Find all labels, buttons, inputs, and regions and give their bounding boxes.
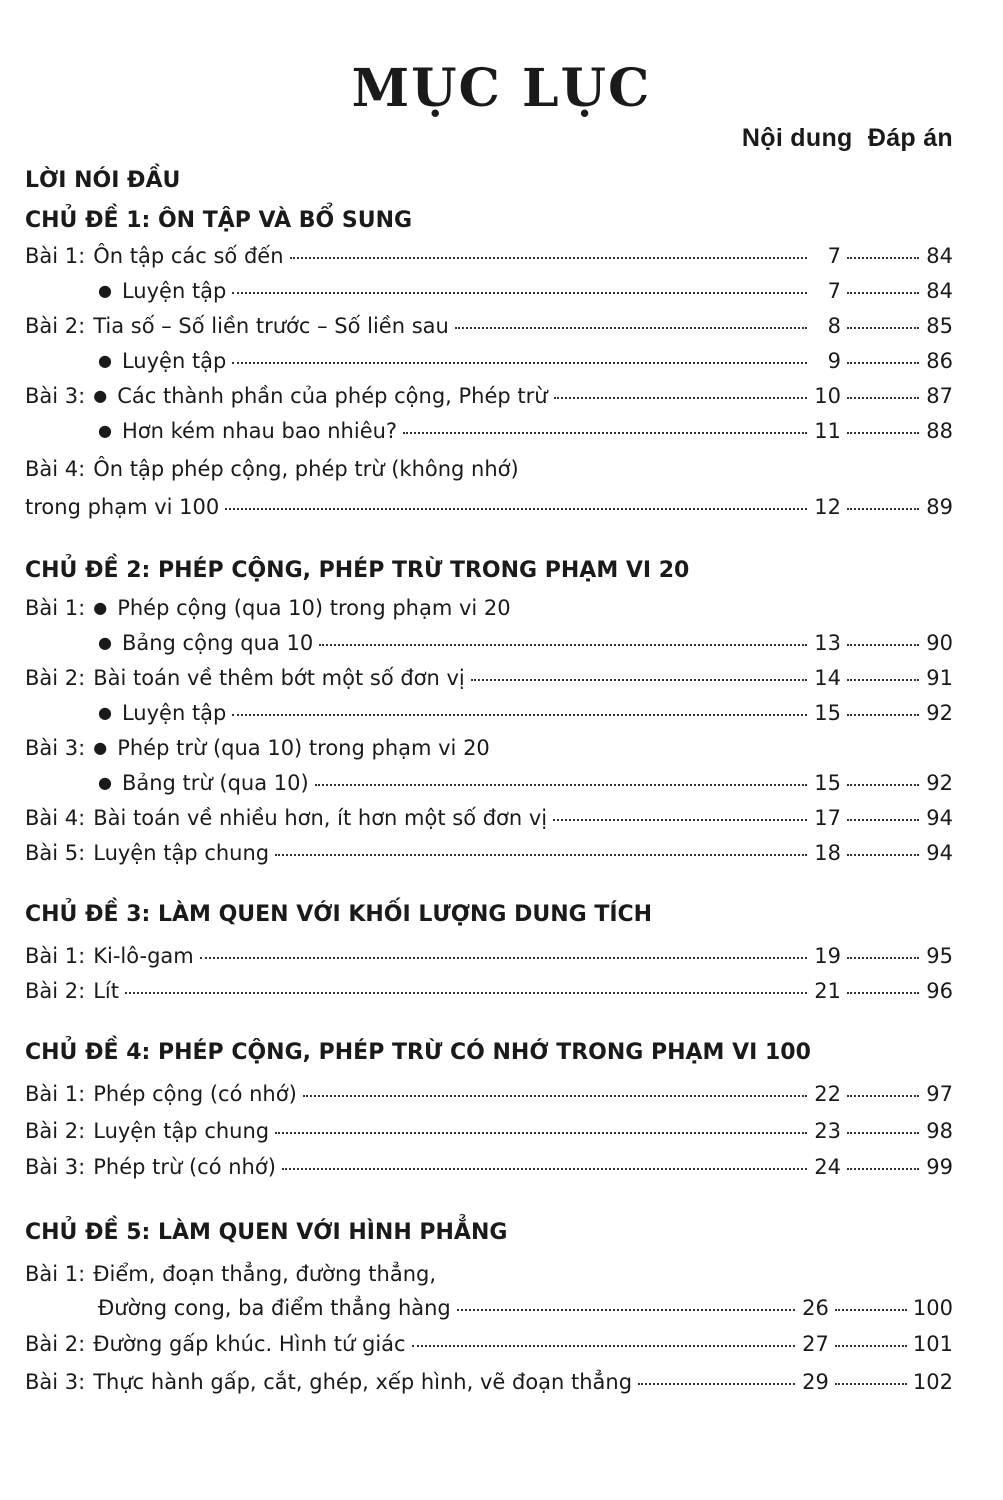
lesson-title: Tia số – Số liền trước – Số liền sau [93,314,449,338]
content-page-number: 8 [827,314,841,338]
lesson-number: Bài 1: [25,1082,86,1106]
content-page-number: 12 [814,495,841,519]
dot-leader [553,815,807,821]
answer-page-number: 95 [926,944,953,968]
answer-page-number: 89 [926,495,953,519]
dot-leader [200,953,807,959]
dot-leader [232,358,807,364]
toc-row [25,841,953,875]
dot-leader [403,428,807,434]
lesson-number: Bài 1: [25,1262,86,1286]
lesson-number: Bài 2: [25,666,86,690]
answer-page-number: 98 [926,1119,953,1143]
lesson-number: Bài 4: [25,457,86,481]
column-headers [742,124,953,153]
bullet-icon: ● [98,703,112,722]
lesson-number: Bài 2: [25,979,86,1003]
toc-row [25,244,953,278]
dot-leader [282,1164,807,1170]
content-page-number: 9 [827,349,841,373]
dot-leader [275,1128,807,1134]
topic-heading: CHỦ ĐỀ 4: PHÉP CỘNG, PHÉP TRỪ CÓ NHỚ TRONG PHẠM VI 100 [25,1040,811,1065]
dot-leader [638,1379,795,1385]
lesson-title: Phép cộng (qua 10) trong phạm vi 20 [117,596,511,620]
lesson-title: Đường cong, ba điểm thẳng hàng [98,1296,451,1320]
bullet-icon: ● [93,386,108,405]
answer-page-number: 96 [926,979,953,1003]
content-page-number: 11 [814,419,841,443]
bullet-icon: ● [98,351,112,370]
toc-row [25,771,953,805]
answer-page-number: 99 [926,1155,953,1179]
dot-leader [303,1091,807,1097]
content-page-number: 18 [814,841,841,865]
lesson-number: Bài 2: [25,314,86,338]
bullet-icon: ● [93,738,108,757]
dot-leader [847,253,919,259]
dot-leader [412,1341,795,1347]
toc-row [25,419,953,453]
lesson-title: Bảng trừ (qua 10) [121,771,309,795]
lesson-title: Ôn tập các số đến [93,244,284,268]
page-title: MỤC LỤC [351,58,652,119]
lesson-title: Ôn tập phép cộng, phép trừ (không nhớ) [93,457,519,481]
content-page-number: 14 [814,666,841,690]
content-page-number: 13 [814,631,841,655]
content-page-number: 22 [814,1082,841,1106]
content-page-number: 26 [802,1296,829,1320]
lesson-number: Bài 1: [25,944,86,968]
content-page-number: 17 [814,806,841,830]
content-page-number: 15 [814,701,841,725]
lesson-number: Bài 5: [25,841,86,865]
toc-row [25,457,953,491]
dot-leader [847,710,919,716]
lesson-title: Điểm, đoạn thẳng, đường thẳng, [93,1262,437,1286]
answer-page-number: 87 [926,384,953,408]
toc-row [25,1262,953,1296]
lesson-title: Bài toán về thêm bớt một số đơn vị [93,666,465,690]
content-column-header: Nội dung [741,124,853,152]
dot-leader [847,850,919,856]
content-page-number: 7 [827,244,841,268]
lesson-title: Lít [93,979,120,1003]
content-page-number: 29 [802,1370,829,1394]
dot-leader [471,675,807,681]
content-page-number: 24 [814,1155,841,1179]
topic-heading: CHỦ ĐỀ 2: PHÉP CỘNG, PHÉP TRỪ TRONG PHẠM VI 20 [25,558,690,583]
dot-leader [847,288,919,294]
answer-page-number: 92 [926,771,953,795]
lesson-title: Các thành phần của phép cộng, Phép trừ [117,384,548,408]
answer-page-number: 97 [926,1082,953,1106]
answer-page-number: 102 [912,1370,953,1394]
dot-leader [232,710,807,716]
dot-leader [847,1128,919,1134]
lesson-number: Bài 2: [25,1119,86,1143]
dot-leader [847,358,919,364]
answer-page-number: 84 [926,279,953,303]
answers-column-header: Đáp án [867,124,953,152]
dot-leader [847,428,919,434]
lesson-title: Luyện tập chung [93,841,270,865]
lesson-number: Bài 3: [25,1155,86,1179]
content-page-number: 15 [814,771,841,795]
answer-page-number: 84 [926,244,953,268]
content-page-number: 10 [814,384,841,408]
lesson-title: trong phạm vi 100 [25,495,220,519]
dot-leader [847,780,919,786]
answer-page-number: 90 [926,631,953,655]
lesson-title: Luyện tập [121,701,227,725]
dot-leader [847,815,919,821]
dot-leader [319,640,807,646]
content-page-number: 23 [814,1119,841,1143]
lesson-number: Bài 2: [25,1332,86,1356]
lesson-title: Luyện tập chung [93,1119,270,1143]
toc-row [25,806,953,840]
lesson-number: Bài 1: [25,244,86,268]
toc-row [25,495,953,529]
answer-page-number: 88 [926,419,953,443]
bullet-icon: ● [98,633,112,652]
answer-page-number: 92 [926,701,953,725]
dot-leader [847,323,919,329]
toc-row [25,1332,953,1366]
dot-leader [835,1305,907,1311]
dot-leader [455,323,807,329]
content-page-number: 21 [814,979,841,1003]
dot-leader [457,1305,795,1311]
dot-leader [290,253,807,259]
toc-row [25,1119,953,1153]
content-page-number: 27 [802,1332,829,1356]
dot-leader [847,1164,919,1170]
dot-leader [847,988,919,994]
lesson-title: Bài toán về nhiều hơn, ít hơn một số đơn vị [93,806,548,830]
preface-heading: LỜI NÓI ĐẦU [25,168,181,193]
answer-page-number: 86 [926,349,953,373]
dot-leader [125,988,807,994]
content-page-number: 7 [827,279,841,303]
toc-row [25,1370,953,1404]
lesson-title: Phép cộng (có nhớ) [93,1082,297,1106]
topic-heading: CHỦ ĐỀ 3: LÀM QUEN VỚI KHỐI LƯỢNG DUNG TÍCH [25,902,653,927]
lesson-title: Hơn kém nhau bao nhiêu? [121,419,398,443]
toc-row [25,279,953,313]
lesson-title: Phép trừ (có nhớ) [93,1155,276,1179]
lesson-number: Bài 3: [25,384,86,408]
content-page-number: 19 [814,944,841,968]
bullet-icon: ● [93,598,108,617]
answer-page-number: 85 [926,314,953,338]
dot-leader [554,393,807,399]
toc-row [25,666,953,700]
dot-leader [847,504,919,510]
toc-row [25,944,953,978]
lesson-title: Luyện tập [121,279,227,303]
dot-leader [232,288,807,294]
dot-leader [847,1091,919,1097]
dot-leader [847,675,919,681]
bullet-icon: ● [98,281,112,300]
toc-row [25,631,953,665]
dot-leader [275,850,807,856]
lesson-title: Ki-lô-gam [93,944,194,968]
toc-row [25,979,953,1013]
lesson-title: Phép trừ (qua 10) trong phạm vi 20 [117,736,490,760]
dot-leader [847,640,919,646]
lesson-title: Đường gấp khúc. Hình tứ giác [93,1332,406,1356]
dot-leader [847,393,919,399]
dot-leader [835,1341,907,1347]
lesson-title: Luyện tập [121,349,227,373]
toc-row [25,1296,953,1330]
bullet-icon: ● [98,773,112,792]
dot-leader [835,1379,907,1385]
dot-leader [315,780,807,786]
lesson-title: Thực hành gấp, cắt, ghép, xếp hình, vẽ đoạn thẳng [93,1370,633,1394]
lesson-number: Bài 1: [25,596,86,620]
toc-row [25,1155,953,1189]
toc-row [25,701,953,735]
bullet-icon: ● [98,421,112,440]
dot-leader [847,953,919,959]
topic-heading: CHỦ ĐỀ 1: ÔN TẬP VÀ BỔ SUNG [25,208,413,233]
answer-page-number: 100 [912,1296,953,1320]
toc-row [25,349,953,383]
toc-row [25,736,953,770]
toc-row [25,1082,953,1116]
lesson-number: Bài 3: [25,1370,86,1394]
lesson-number: Bài 4: [25,806,86,830]
toc-row [25,384,953,418]
answer-page-number: 101 [912,1332,953,1356]
lesson-title: Bảng cộng qua 10 [121,631,314,655]
lesson-number: Bài 3: [25,736,86,760]
dot-leader [225,504,807,510]
topic-heading: CHỦ ĐỀ 5: LÀM QUEN VỚI HÌNH PHẲNG [25,1220,508,1245]
answer-page-number: 94 [926,841,953,865]
answer-page-number: 91 [926,666,953,690]
toc-row [25,314,953,348]
toc-row [25,596,953,630]
answer-page-number: 94 [926,806,953,830]
